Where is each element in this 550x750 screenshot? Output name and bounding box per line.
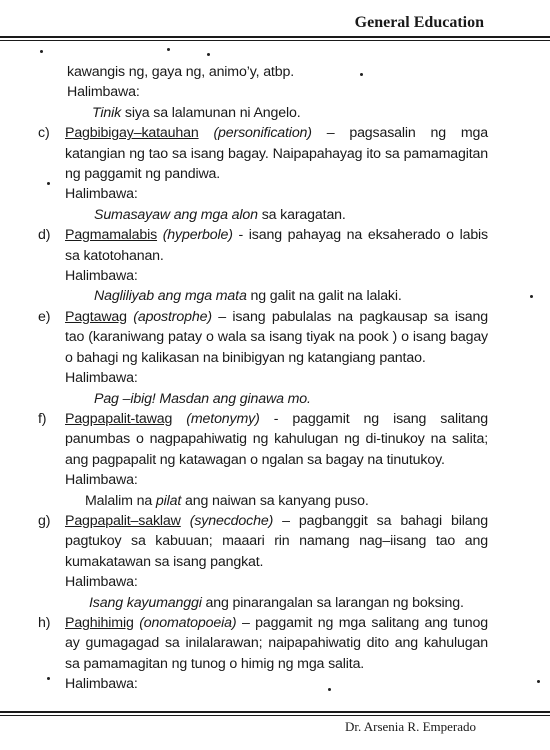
item-example-label: Halimbawa: <box>65 186 138 203</box>
example-rest: ang pinarangalan sa larangan ng boksing. <box>201 594 464 611</box>
item-term: Paghihimig <box>65 614 134 631</box>
item-letter: h) <box>38 614 51 631</box>
item-example-label: Halimbawa: <box>65 574 138 591</box>
figure-of-speech-item <box>38 225 488 307</box>
item-example <box>65 491 488 511</box>
item-definition <box>65 613 488 674</box>
example-rest: sa karagatan. <box>257 206 346 223</box>
item-letter: c) <box>38 125 50 142</box>
item-definition <box>65 511 488 572</box>
example-italic: Tinik <box>92 104 122 121</box>
scan-speck <box>530 295 533 298</box>
item-letter: g) <box>38 512 51 529</box>
item-letter: f) <box>38 410 47 427</box>
item-english: (hyperbole) <box>162 227 233 244</box>
item-term: Pagtawag <box>65 308 127 325</box>
scan-speck <box>328 688 331 691</box>
figure-of-speech-item <box>38 409 488 511</box>
intro-example <box>38 103 488 123</box>
intro-example-label: Halimbawa: <box>67 84 140 101</box>
item-example <box>65 286 488 306</box>
item-term: Pagpapalit-tawag <box>65 410 173 427</box>
item-english: (apostrophe) <box>133 308 212 325</box>
item-definition <box>65 123 488 184</box>
figure-of-speech-item <box>38 123 488 225</box>
example-italic: pilat <box>155 492 182 509</box>
item-example-label: Halimbawa: <box>65 472 138 489</box>
item-example <box>65 389 488 409</box>
figure-of-speech-item <box>38 307 488 409</box>
item-letter: d) <box>38 227 51 244</box>
footer-rule <box>0 711 550 713</box>
item-example-label: Halimbawa: <box>65 268 138 285</box>
example-italic: Nagliliyab ang mga mata <box>94 288 247 305</box>
item-english: (synecdoche) <box>189 512 274 529</box>
example-italic: Isang kayumanggi <box>89 594 202 611</box>
figure-of-speech-item <box>38 511 488 613</box>
footer-author: Dr. Arsenia R. Emperado <box>344 719 476 734</box>
running-header: General Education <box>354 14 484 31</box>
example-italic: Pag –ibig! Masdan ang ginawa mo. <box>94 390 311 407</box>
item-example-label: Halimbawa: <box>65 676 138 693</box>
scan-speck <box>360 73 363 76</box>
scan-speck <box>207 53 210 56</box>
item-definition <box>65 225 488 266</box>
scan-speck <box>47 677 50 680</box>
example-rest: siya sa lalamunan ni Angelo. <box>121 104 301 121</box>
item-example-label: Halimbawa: <box>65 370 138 387</box>
example-italic: Sumasayaw ang mga alon <box>94 206 258 223</box>
example-rest: ang naiwan sa kanyang puso. <box>181 492 369 509</box>
header-rule-thin <box>0 40 550 41</box>
item-definition-text: – isang pabulalas na pagkausap sa isang tao (karaniwang patay o wala sa isang tiyak na pook ) o isang bagay o bahagi ng kalikasan na binibigyan ng katangiang pantao. <box>65 308 488 366</box>
scan-speck <box>537 680 540 683</box>
item-letter: e) <box>38 308 51 325</box>
header-rule <box>0 36 550 38</box>
item-definition-text: – paggamit ng mga salitang ang tunog ay gumagagad sa inilalarawan; naipapahiwatig dito ang kahulugan sa pamamagitan ng tunog o himig ng mga salita. <box>65 614 488 672</box>
item-definition <box>65 409 488 470</box>
item-definition <box>65 307 488 368</box>
page-body <box>38 62 488 695</box>
item-english: (metonymy) <box>186 410 260 427</box>
scan-speck <box>40 50 43 53</box>
item-term: Pagbibigay–katauhan <box>65 125 199 142</box>
scan-speck <box>47 182 50 185</box>
item-english: (onomatopoeia) <box>139 614 237 631</box>
figure-of-speech-item <box>38 613 488 695</box>
item-example <box>65 593 488 613</box>
example-prefix: Malalim na <box>85 492 156 509</box>
item-definition-text: – pagsasalin ng mga katangian ng tao sa isang bagay. Naipapahayag ito sa pamamagitan ng paggamit ng pandiwa. <box>65 125 488 183</box>
example-rest: ng galit na galit na lalaki. <box>246 288 402 305</box>
footer-rule-thin <box>0 715 550 716</box>
item-english: (personification) <box>213 125 312 142</box>
item-term: Pagpapalit–saklaw <box>65 512 181 529</box>
item-definition-text: - isang pahayag na eksaherado o labis sa katotohanan. <box>65 227 489 264</box>
item-definition-text: - paggamit ng isang salitang panumbas o nagpapahiwatig ng kahulugan ng di-tinukoy na salita; ang pagpapalit ng katawagan o ngalan sa bagay na tinutukoy. <box>65 410 488 468</box>
item-example <box>65 205 488 225</box>
scan-speck <box>167 48 170 51</box>
item-term: Pagmamalabis <box>65 227 158 244</box>
item-definition-text: – pagbanggit sa bahagi bilang pagtukoy sa kabuuan; maaari rin namang nag–iisang tao ang kumakatawan sa isang pangkat. <box>65 512 488 570</box>
intro-line: kawangis ng, gaya ng, animo’y, atbp. <box>67 64 294 80</box>
